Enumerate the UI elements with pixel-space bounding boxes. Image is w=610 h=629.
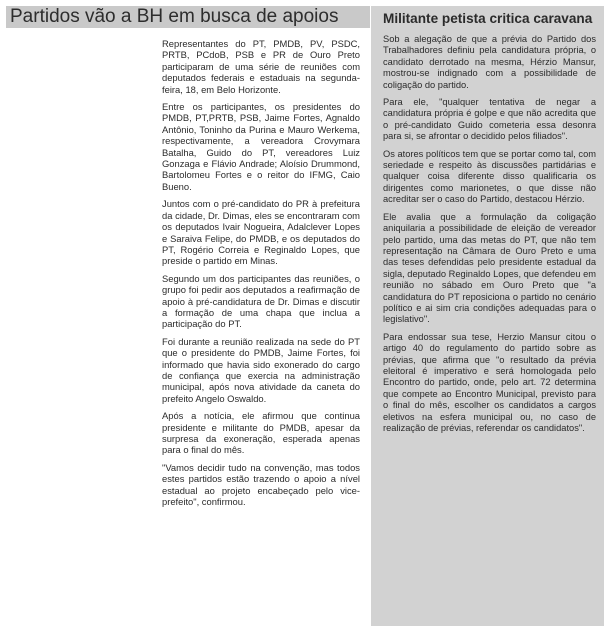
article-headline: Partidos vão a BH em busca de apoios <box>6 6 370 28</box>
article-body <box>162 38 360 513</box>
sidebar-paragraph-1: Sob a alegação de que a prévia do Partido dos Trabalhadores definiu pela candidatura própria, o candidato derrotado na mesma, Hérzio Mansur, mostrou-se indignado com a possibilidade de coligação do partido. <box>383 34 596 90</box>
sidebar-paragraph-2: Para ele, "qualquer tentativa de negar a candidatura própria é golpe e que não acredita que o pré-candidato Guido cometeria essa desonra para si, se afrontar o decidido pelos filiados". <box>383 97 596 142</box>
article-paragraph-2: Entre os participantes, os presidentes do PMDB, PT,PRTB, PSB, Jaime Fortes, Agnaldo Antônio, Toninho da Purina e Mauro Werkema, respectivamente, a vereadora Crovymara Batalha, Guido do PT, vereadores Luiz Gonzaga e Flávio Andrade; Aloísio Drummond, Bartolomeu Fortes e o reitor do IFMG, Caio Bueno. <box>162 101 360 192</box>
article-paragraph-5: Foi durante a reunião realizada na sede do PT que o presidente do PMDB, Jaime Fortes, foi informado que havia sido exonerado do cargo de confiança que exercia na administração municipal, após nova atividade da caneta do prefeito Angelo Oswaldo. <box>162 335 360 404</box>
sidebar-box <box>371 6 604 626</box>
article-paragraph-4: Segundo um dos participantes das reuniões, o grupo foi pedir aos deputados a reafirmação de apoio à pré-candidatura de Dr. Dimas e discutir a formação de uma chapa que inclua a participação do PT. <box>162 272 360 330</box>
sidebar-paragraph-5: Para endossar sua tese, Herzio Mansur citou o artigo 40 do regulamento do partido sobre as prévias, que afirma que "o resultado da prévia eleitoral é imperativo e será homologada pelo Encontro do partido, onde, pelo art. 72 determina que compete ao Encontro Municipal, previsto para o final do mês, escolher os candidatos a cargos eletivos na esfera municipal ou, no caso de realização de prévias, referendar os candidatos". <box>383 331 596 433</box>
sidebar-paragraph-3: Os atores políticos tem que se portar como tal, com seriedade e respeito às discussões partidárias e qualquer coisa diferente disso qualificaria os dirigentes como marionetes, o que disse não acreditar ser o caso do Partido, destacou Hérzio. <box>383 148 596 205</box>
article-paragraph-3: Juntos com o pré-candidato do PR à prefeitura da cidade, Dr. Dimas, eles se encontraram com os deputados Ivair Nogueira, Adalclever Lopes e Saraiva Felipe, do PMDB, e os deputados do PT, Rogério Correia e Reginaldo Lopes, que preside o partido em Minas. <box>162 198 360 267</box>
article-paragraph-6: Após a notícia, ele afirmou que continua presidente e militante do PMDB, apesar da surpresa da exoneração, esperada apenas para o final do mês. <box>162 410 360 456</box>
article-paragraph-1: Representantes do PT, PMDB, PV, PSDC, PRTB, PCdoB, PSB e PR de Ouro Preto participaram de uma série de reuniões com deputados federais e estaduais na segunda-feira, 18, em Belo Horizonte. <box>162 38 360 95</box>
sidebar-body <box>371 28 604 434</box>
sidebar-paragraph-4: Ele avalia que a formulação da coligação aniquilaria a possibilidade de eleição de vereador pelo partido, uma das metas do PT, que não tem representação na Câmara de Ouro Preto e uma das teses defendidas pelo presidente estadual da sigla, deputado Reginaldo Lopes, que defendeu em reunião no sábado em Ouro Preto que "a candidatura do PT reposiciona o partido no cenário político e ai sim cria condições adequadas para o legislativo". <box>383 211 596 325</box>
article-paragraph-7: "Vamos decidir tudo na convenção, mas todos estes partidos estão trazendo o apoio a nível estadual ao projeto encabeçado pelo vice-prefeito", confirmou. <box>162 461 360 508</box>
sidebar-title: Militante petista critica caravana <box>383 11 593 26</box>
